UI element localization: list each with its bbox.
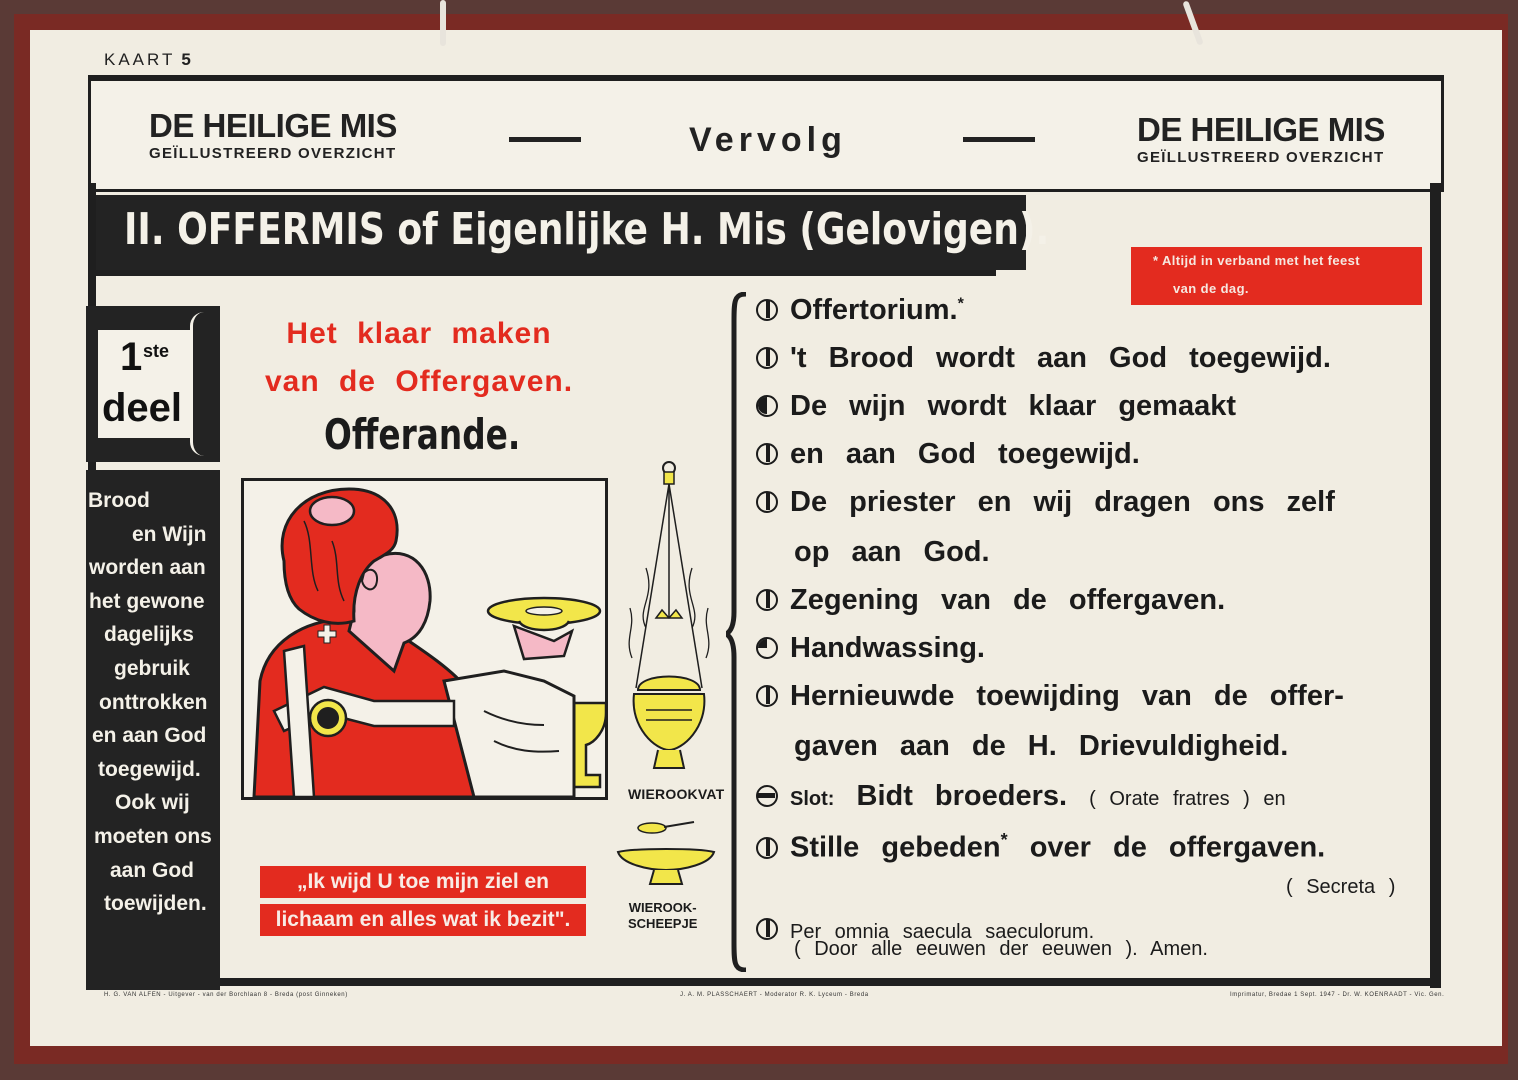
item-text: De wijn wordt klaar gemaakt (790, 390, 1237, 422)
quote-line-2: lichaam en alles wat ik bezit". (260, 904, 586, 936)
side-line: Brood (88, 489, 150, 512)
header-dash-right (963, 137, 1035, 142)
side-line: en Wijn (132, 522, 207, 546)
footer-moderator: J. A. M. PLASSCHAERT - Moderator R. K. Lyceum - Breda (680, 992, 869, 998)
half-circle-icon (756, 589, 778, 611)
filled-half-circle-icon (756, 395, 778, 417)
hanging-string-left (440, 0, 446, 46)
item-text: Stille gebeden (790, 831, 1001, 864)
item-continuation: ( Door alle eeuwen der eeuwen ). Amen. (794, 938, 1208, 960)
list-item (756, 680, 1344, 713)
list-brace (726, 292, 750, 972)
item-text: Hernieuwde toewijding van de offer- (790, 680, 1344, 712)
list-item (756, 294, 964, 327)
incense-boat-label-2: SCHEEPJE (628, 916, 698, 931)
side-line: worden aan (89, 556, 206, 580)
item-continuation: op aan God. (794, 536, 990, 568)
header-right (1137, 113, 1385, 166)
list-item (756, 438, 1140, 471)
part-brace (190, 312, 209, 456)
frame-bottom (88, 978, 1440, 986)
side-line: aan God (110, 858, 195, 882)
side-line: en aan God (92, 724, 207, 748)
item-text: Per omnia saecula saeculorum. (790, 921, 1095, 943)
list-item (756, 830, 1325, 865)
incense-boat-label-1: WIEROOK- (628, 900, 697, 915)
half-circle-icon (756, 685, 778, 707)
half-circle-icon (756, 443, 778, 465)
side-line: gebruik (114, 656, 190, 680)
red-heading (244, 310, 594, 406)
list-item (756, 584, 1225, 617)
side-line: dagelijks (104, 623, 194, 647)
quote-line-1: „Ik wijd U toe mijn ziel en (260, 866, 586, 898)
section-title: II. OFFERMIS of Eigenlijke H. Mis (Gelovigen). (124, 204, 1050, 255)
list-item (756, 390, 1236, 423)
note-box (1131, 247, 1422, 305)
header-dash-left (509, 137, 581, 142)
header-box (88, 75, 1444, 192)
header-left-title: DE HEILIGE MIS (149, 107, 397, 144)
incense-boat-icon (614, 818, 718, 890)
card-number: KAART 5 (104, 50, 194, 69)
part-word: deel (102, 386, 183, 430)
priest-offering-paten-icon (244, 481, 605, 797)
note-line-2: van de dag. (1173, 281, 1249, 296)
side-line: moeten ons (94, 824, 212, 848)
side-text (86, 484, 220, 921)
thurible-label: WIEROOKVAT (628, 786, 725, 802)
side-line: toegewijd. (98, 757, 201, 781)
minus-circle-icon (756, 785, 778, 807)
half-circle-icon (756, 347, 778, 369)
subtitle-offerande: Offerande. (324, 410, 521, 459)
list-item (756, 342, 1331, 375)
item-continuation: ( Secreta ) (1286, 876, 1396, 898)
item-mark: * (1000, 830, 1008, 850)
item-text: Zegening van de offergaven. (790, 584, 1226, 616)
footer-publisher: H. G. VAN ALFEN - Uitgever - van der Borchlaan 8 - Breda (post Ginneken) (104, 992, 348, 998)
header-left (149, 109, 397, 162)
thurible-icon (616, 458, 722, 778)
quote-box (260, 866, 586, 942)
header-right-subtitle: GEÏLLUSTREERD OVERZICHT (1137, 149, 1385, 166)
item-text: Offertorium. (790, 294, 958, 326)
item-text-2: over de offergaven. (1029, 831, 1326, 864)
incense-boat-label (628, 900, 697, 932)
half-circle-icon (756, 837, 778, 859)
footer-imprimatur: Imprimatur, Bredae 1 Sept. 1947 - Dr. W. KOENRAADT - Vic. Gen. (1230, 992, 1445, 998)
priest-illustration (241, 478, 608, 800)
header-left-subtitle: GEÏLLUSTREERD OVERZICHT (149, 145, 397, 162)
header-center-text: Vervolg (689, 121, 847, 159)
item-text: Handwassing. (790, 632, 985, 664)
red-heading-line-2: van de Offergaven. (264, 365, 574, 398)
red-heading-line-1: Het klaar maken (286, 317, 552, 350)
half-circle-icon (756, 299, 778, 321)
item-prefix: Slot: (790, 788, 835, 810)
list-item (756, 780, 1286, 813)
item-text: en aan God toegewijd. (790, 438, 1140, 470)
half-circle-icon (756, 491, 778, 513)
section-underline (96, 270, 996, 276)
quarter-circle-icon (756, 637, 778, 659)
side-line: Ook wij (115, 791, 190, 815)
half-circle-icon (756, 918, 778, 940)
item-text: 't Brood wordt aan God toegewijd. (790, 342, 1331, 374)
item-continuation: gaven aan de H. Drievuldigheid. (794, 730, 1289, 762)
side-line: onttrokken (99, 690, 208, 714)
list-item (756, 486, 1335, 519)
part-suffix: ste (143, 341, 170, 361)
part-number: 1 (120, 335, 143, 379)
item-text: Bidt broeders. (856, 780, 1068, 812)
side-line: toewijden. (104, 892, 207, 916)
header-right-title: DE HEILIGE MIS (1137, 111, 1385, 148)
note-line-1: * Altijd in verband met het feest (1153, 253, 1361, 268)
item-extra: ( Orate fratres ) en (1089, 788, 1286, 810)
list-item (756, 632, 985, 665)
frame-right (1430, 183, 1441, 988)
side-line: het gewone (89, 589, 205, 613)
item-text: De priester en wij dragen ons zelf (790, 486, 1335, 518)
item-mark: * (957, 295, 964, 313)
